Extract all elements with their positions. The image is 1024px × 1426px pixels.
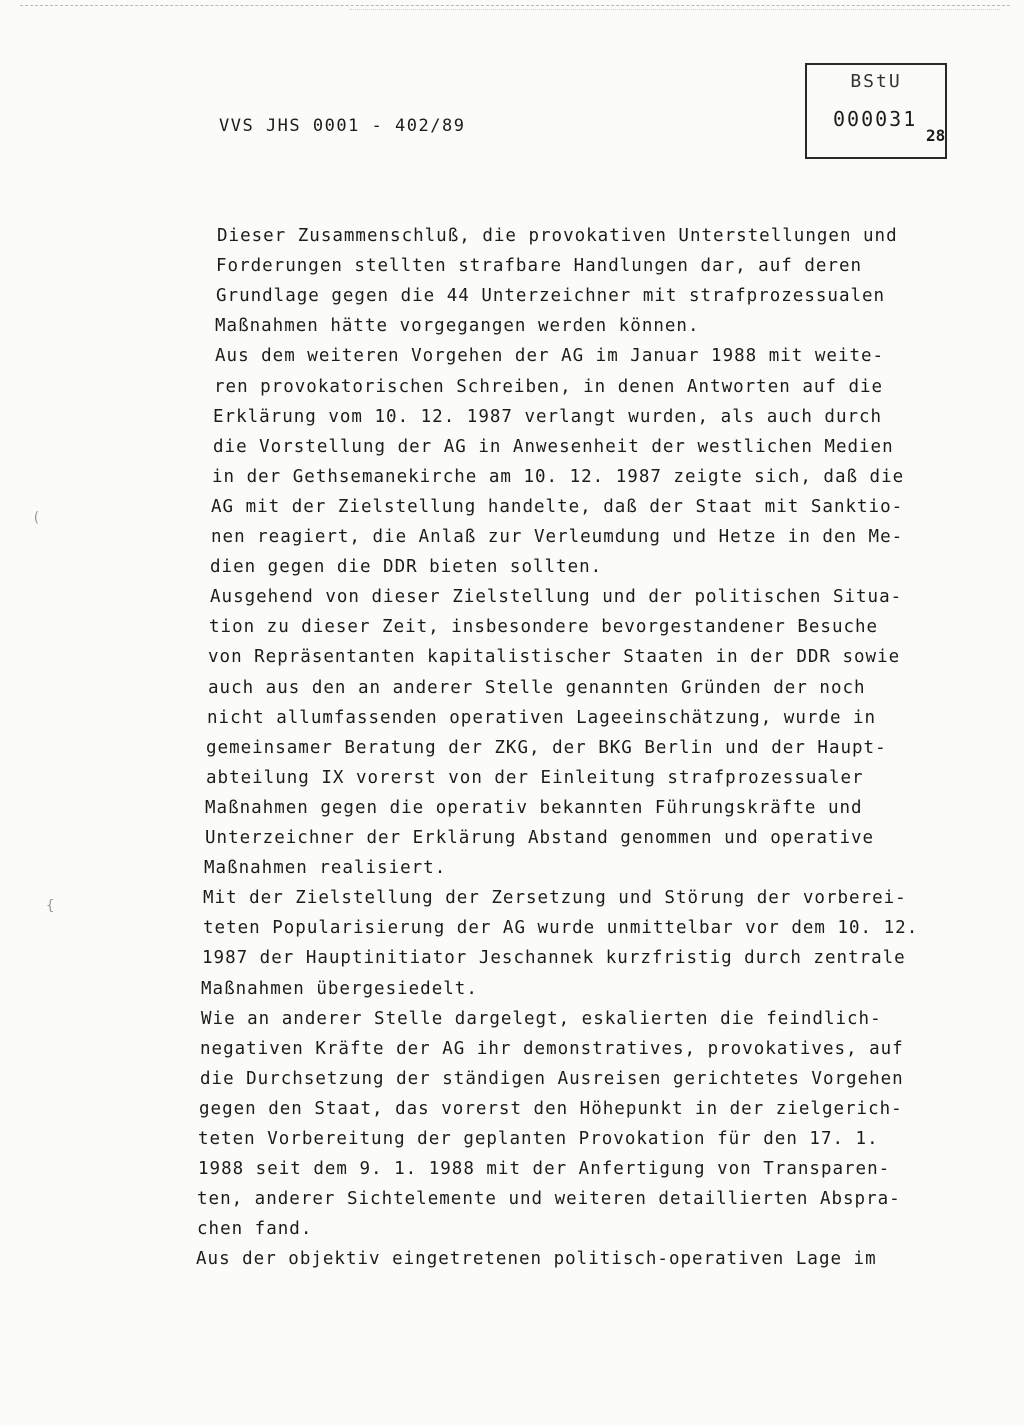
text-line: Maßnahmen übergesiedelt. [201,979,478,999]
text-line: teten Popularisierung der AG wurde unmittelbar vor dem 10. 12. [203,918,919,938]
text-line: ten, anderer Sichtelemente und weiteren detaillierten Abspra- [197,1189,901,1209]
text-line: chen fand. [197,1219,313,1239]
text-line: die Vorstellung der AG in Anwesenheit der westlichen Medien [213,437,894,457]
text-line: Unterzeichner der Erklärung Abstand genommen und operative [205,828,875,848]
margin-mark: ( [32,510,41,526]
text-line: nicht allumfassenden operativen Lageeinschätzung, wurde in [207,708,877,728]
text-line: auch aus den an anderer Stelle genannten Gründen der noch [208,678,866,698]
text-line: negativen Kräfte der AG ihr demonstratives, provokatives, auf [200,1039,904,1059]
document-reference: VVS JHS 0001 - 402/89 [219,116,466,136]
stamp-label: BStU [850,71,902,92]
text-line: dien gegen die DDR bieten sollten. [210,557,603,577]
text-line: gemeinsamer Beratung der ZKG, der BKG Berlin und der Haupt- [206,738,887,758]
text-line: gegen den Staat, das vorerst den Höhepunkt in der zielgerich- [199,1099,903,1119]
margin-mark: { [46,898,55,914]
text-line: abteilung IX vorerst von der Einleitung strafprozessualer [206,768,864,788]
text-line: AG mit der Zielstellung handelte, daß der Staat mit Sanktio- [211,497,904,517]
text-line: Ausgehend von dieser Zielstellung und der politischen Situa- [210,587,903,607]
text-line: 1988 seit dem 9. 1. 1988 mit der Anfertigung von Transparen- [198,1159,891,1179]
text-line: Aus der objektiv eingetretenen politisch-operativen Lage im [196,1249,877,1269]
text-line: Erklärung vom 10. 12. 1987 verlangt wurden, als auch durch [213,407,883,427]
scan-edge-line-secondary [350,9,1000,10]
text-line: tion zu dieser Zeit, insbesondere bevorgestandener Besuche [209,617,879,637]
text-line: teten Vorbereitung der geplanten Provokation für den 17. 1. [198,1129,879,1149]
text-line: 1987 der Hauptinitiator Jeschannek kurzfristig durch zentrale [202,948,906,968]
stamp-number: 000031 [833,107,918,131]
text-line: Maßnahmen hätte vorgegangen werden können. [215,316,700,336]
text-line: von Repräsentanten kapitalistischer Staaten in der DDR sowie [208,647,901,667]
text-line: in der Gethsemanekirche am 10. 12. 1987 zeigte sich, daß die [212,467,905,487]
page-number: 28 [926,126,946,145]
text-line: die Durchsetzung der ständigen Ausreisen gerichtetes Vorgehen [200,1069,904,1089]
text-line: Mit der Zielstellung der Zersetzung und Störung der vorberei- [203,888,907,908]
text-line: Wie an anderer Stelle dargelegt, eskalierten die feindlich- [201,1009,882,1029]
text-line: Forderungen stellten strafbare Handlungen dar, auf deren [216,256,863,276]
text-line: Dieser Zusammenschluß, die provokativen Unterstellungen und [217,226,898,246]
text-line: Aus dem weiteren Vorgehen der AG im Januar 1988 mit weite- [215,346,885,366]
text-line: Maßnahmen gegen die operativ bekannten Führungskräfte und [205,798,863,818]
text-line: ren provokatorischen Schreiben, in denen Antworten auf die [214,377,884,397]
scan-edge-line [20,5,1010,6]
text-line: nen reagiert, die Anlaß zur Verleumdung und Hetze in den Me- [211,527,904,547]
text-line: Grundlage gegen die 44 Unterzeichner mit strafprozessualen [216,286,886,306]
text-line: Maßnahmen realisiert. [204,858,447,878]
